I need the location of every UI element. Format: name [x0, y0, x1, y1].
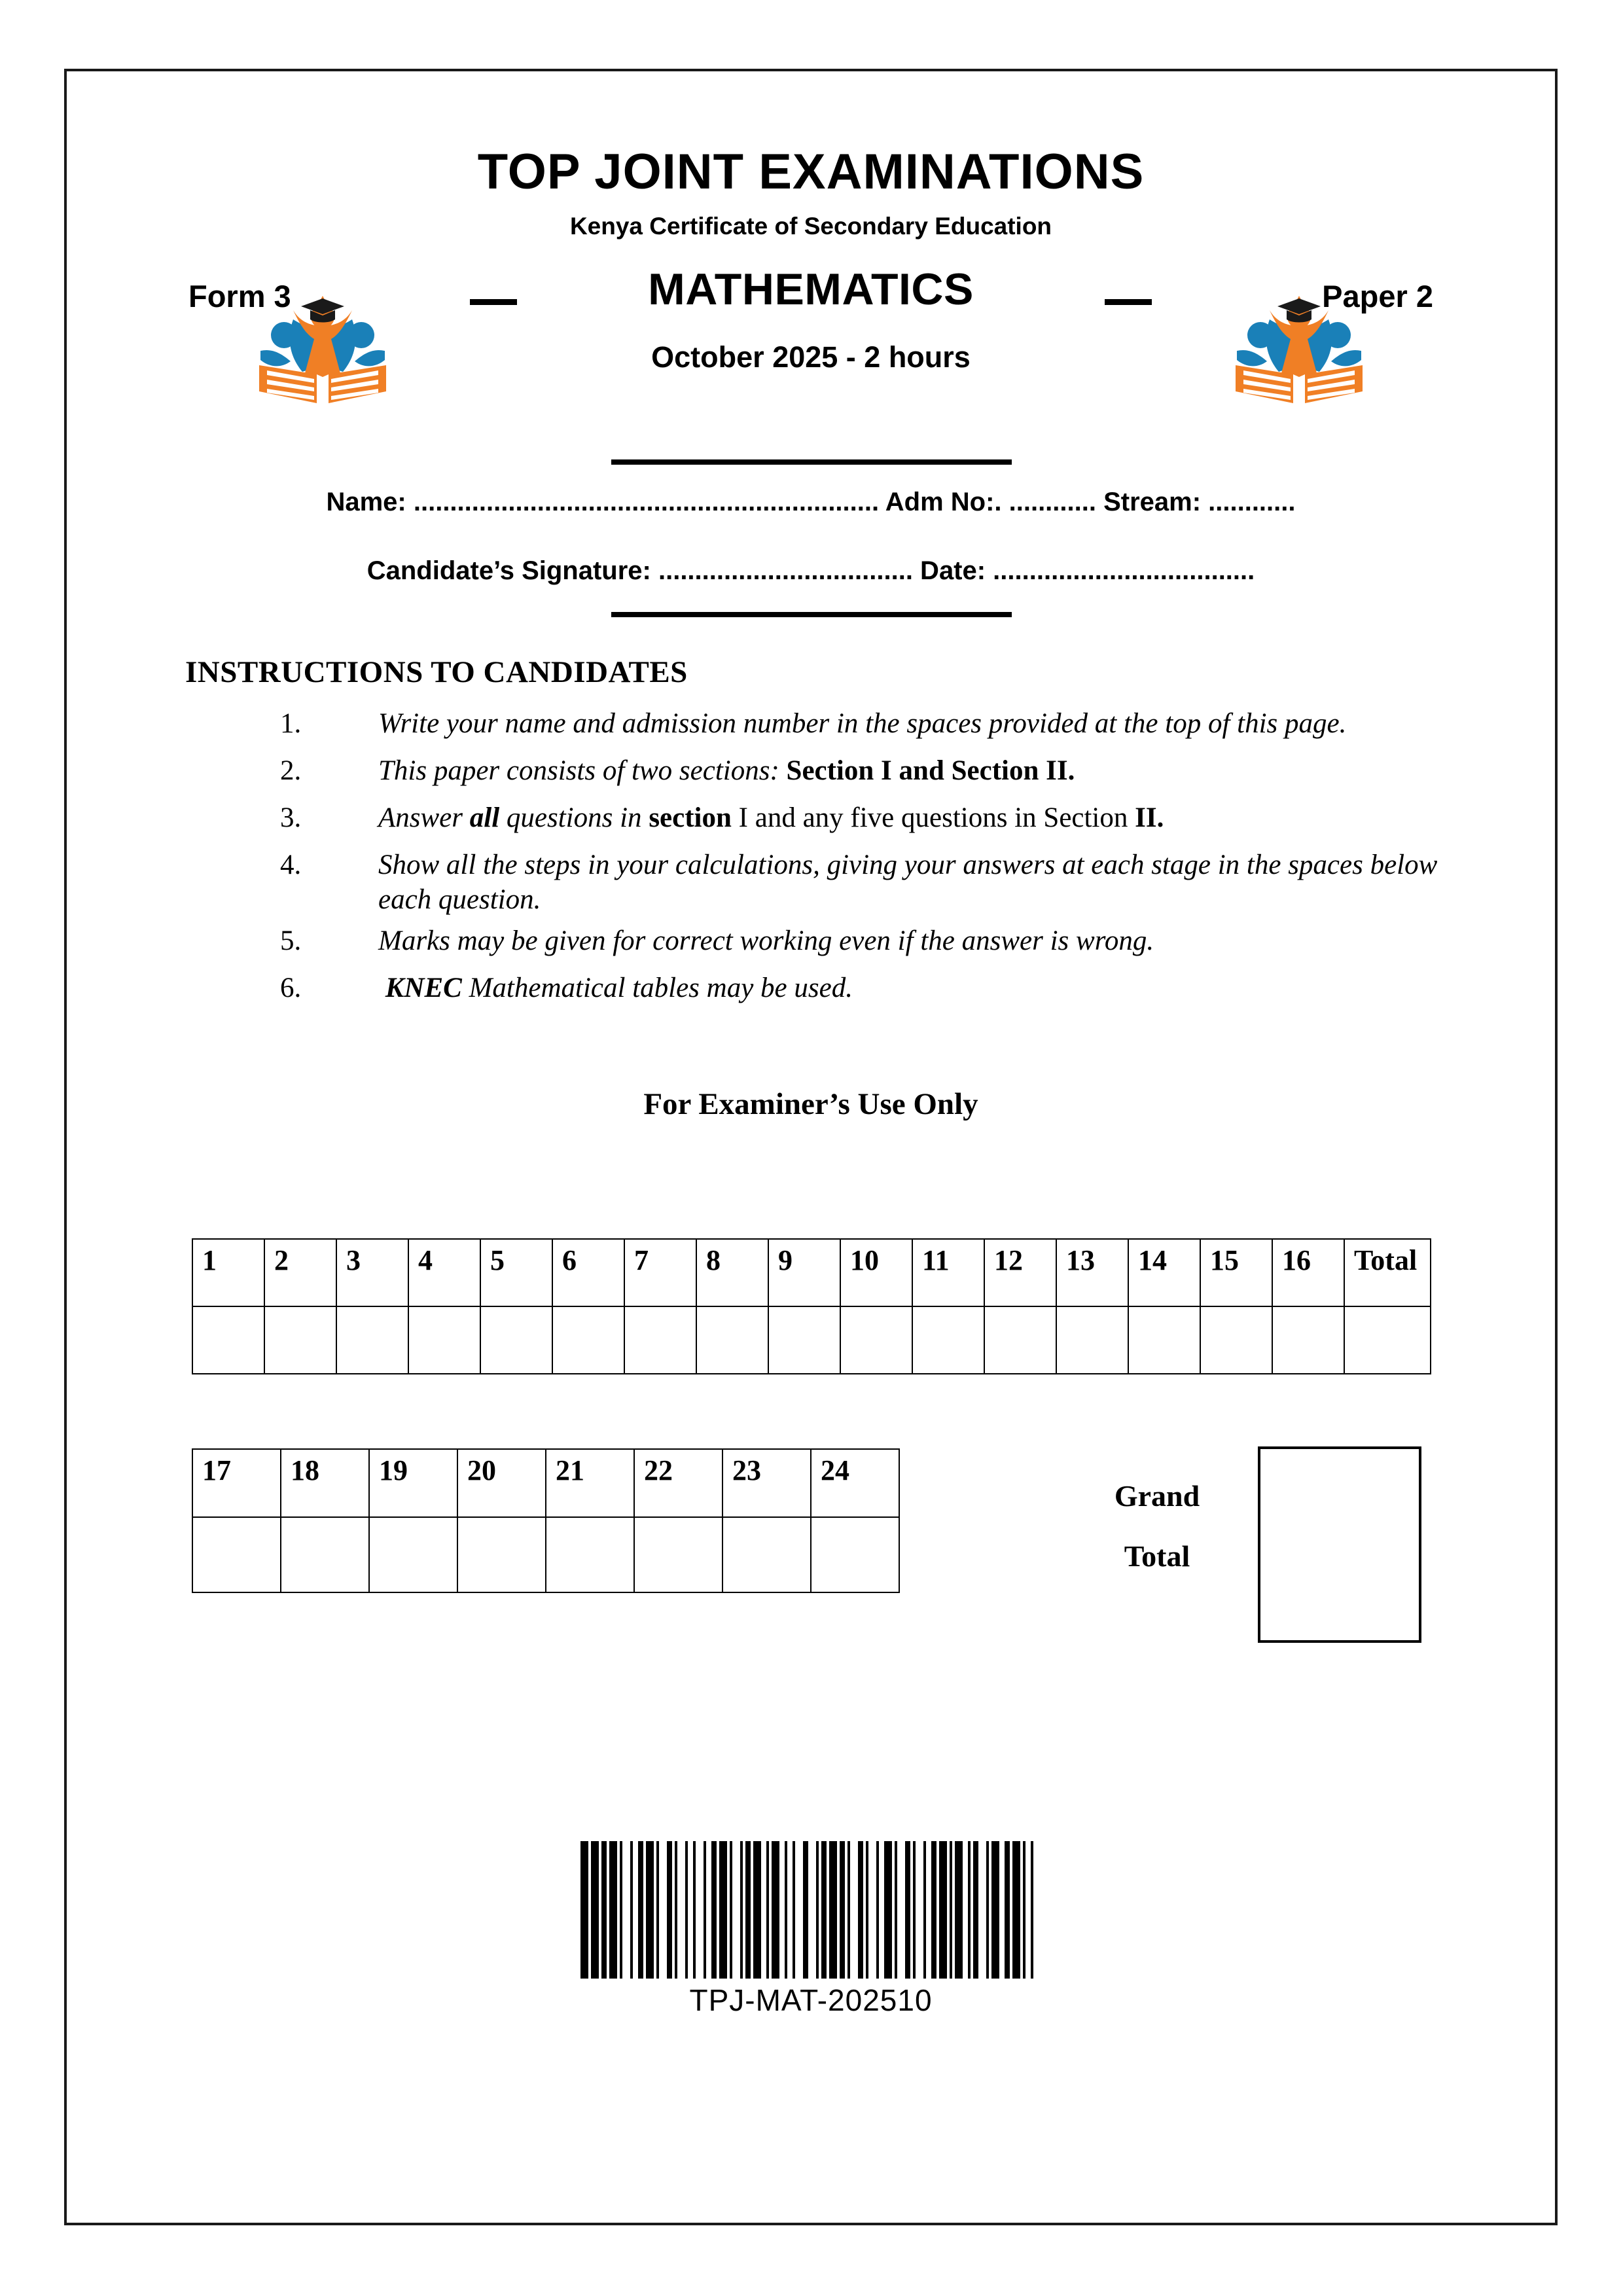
marks-entry-cell[interactable] [336, 1306, 408, 1374]
instruction-item-6 [280, 971, 1478, 1012]
graduates-book-logo [254, 288, 391, 406]
barcode-image [580, 1841, 1041, 1979]
marks-entry-cell[interactable] [369, 1517, 457, 1592]
marks-header-cell: 10 [840, 1239, 912, 1306]
table-row [192, 1517, 899, 1592]
marks-header-cell: 18 [281, 1449, 369, 1517]
grand-total-input-box[interactable] [1258, 1446, 1421, 1643]
table-row [192, 1239, 1431, 1306]
marks-entry-cell[interactable] [634, 1517, 722, 1592]
marks-header-cell: 22 [634, 1449, 722, 1517]
date-duration: October 2025 - 2 hours [651, 340, 971, 374]
table-row [192, 1306, 1431, 1374]
dash-right-decoration [1105, 299, 1152, 305]
candidate-signature-field[interactable]: Candidate’s Signature: ................................... Date: .................................... [366, 556, 1255, 585]
marks-header-cell: 1 [192, 1239, 264, 1306]
marks-header-cell: 16 [1272, 1239, 1344, 1306]
marks-entry-cell[interactable] [192, 1517, 281, 1592]
subject-name: MATHEMATICS [648, 264, 974, 314]
exam-title: TOP JOINT EXAMINATIONS [477, 144, 1145, 200]
marks-entry-cell[interactable] [1272, 1306, 1344, 1374]
examiner-section-title: For Examiner’s Use Only [643, 1087, 978, 1121]
marks-entry-cell[interactable] [546, 1517, 634, 1592]
instruction-text: This paper consists of two sections: Section I and Section II. [378, 755, 1075, 786]
instruction-number: 5. [280, 925, 302, 956]
marks-header-cell: 2 [264, 1239, 336, 1306]
barcode-area [64, 1833, 1558, 2018]
instructions-list [280, 707, 1478, 1018]
divider-rule-bottom [611, 612, 1012, 617]
instruction-item-2 [280, 754, 1478, 795]
instruction-number: 6. [280, 972, 302, 1003]
marks-header-cell: 20 [457, 1449, 546, 1517]
marks-header-cell: 23 [722, 1449, 811, 1517]
marks-entry-cell[interactable] [768, 1306, 840, 1374]
marks-entry-cell[interactable] [281, 1517, 369, 1592]
form-label: Form 3 [188, 279, 291, 314]
marks-entry-cell[interactable] [480, 1306, 552, 1374]
instruction-text: Marks may be given for correct working even if the answer is wrong. [378, 925, 1154, 956]
marks-header-cell: Total [1344, 1239, 1431, 1306]
divider-rule-top [611, 459, 1012, 465]
marks-entry-cell[interactable] [192, 1306, 264, 1374]
page-content [64, 69, 1558, 2225]
marks-header-cell: 19 [369, 1449, 457, 1517]
instruction-item-4 [280, 848, 1478, 918]
marks-entry-cell[interactable] [552, 1306, 624, 1374]
marks-header-cell: 15 [1200, 1239, 1272, 1306]
instruction-item-5 [280, 924, 1478, 965]
instruction-text: Show all the steps in your calculations, giving your answers at each stage in the spaces below each question. [378, 850, 1438, 915]
marks-header-cell: 8 [696, 1239, 768, 1306]
barcode-caption: TPJ-MAT-202510 [689, 1983, 933, 2017]
marks-entry-cell[interactable] [1200, 1306, 1272, 1374]
marks-table-section-one[interactable] [192, 1238, 1431, 1374]
exam-subtitle: Kenya Certificate of Secondary Education [569, 213, 1052, 240]
marks-table-section-two[interactable] [192, 1448, 900, 1593]
instruction-number: 4. [280, 850, 302, 880]
graduates-book-logo-right [1230, 288, 1368, 406]
marks-entry-cell[interactable] [811, 1517, 899, 1592]
marks-entry-cell[interactable] [696, 1306, 768, 1374]
grand-total-label [1043, 1466, 1272, 1587]
marks-entry-cell[interactable] [264, 1306, 336, 1374]
paper-label: Paper 2 [1322, 279, 1433, 314]
marks-header-cell: 6 [552, 1239, 624, 1306]
marks-entry-cell[interactable] [840, 1306, 912, 1374]
marks-entry-cell[interactable] [457, 1517, 546, 1592]
instruction-item-1 [280, 707, 1478, 747]
instructions-heading: INSTRUCTIONS TO CANDIDATES [185, 655, 688, 689]
instruction-text: KNEC Mathematical tables may be used. [378, 972, 853, 1003]
marks-header-cell: 14 [1128, 1239, 1200, 1306]
table-row [192, 1449, 899, 1517]
grand-total-line-1: Grand [1114, 1479, 1200, 1513]
instruction-number: 2. [280, 755, 302, 786]
instruction-text: Write your name and admission number in the spaces provided at the top of this page. [378, 708, 1347, 739]
marks-entry-cell[interactable] [722, 1517, 811, 1592]
marks-entry-cell[interactable] [984, 1306, 1056, 1374]
marks-entry-cell[interactable] [624, 1306, 696, 1374]
marks-header-cell: 12 [984, 1239, 1056, 1306]
marks-entry-cell[interactable] [1056, 1306, 1128, 1374]
candidate-name-field[interactable]: Name: ................................................................ Adm No:. ............ Stream: ............ [326, 488, 1296, 516]
marks-header-cell: 9 [768, 1239, 840, 1306]
marks-header-cell: 4 [408, 1239, 480, 1306]
marks-header-cell: 11 [912, 1239, 984, 1306]
instruction-number: 1. [280, 708, 302, 739]
marks-header-cell: 7 [624, 1239, 696, 1306]
marks-header-cell: 3 [336, 1239, 408, 1306]
instruction-text: Answer all questions in section I and any five questions in Section II. [378, 802, 1164, 833]
marks-entry-cell[interactable] [1128, 1306, 1200, 1374]
instruction-item-3 [280, 801, 1478, 842]
marks-entry-cell[interactable] [912, 1306, 984, 1374]
marks-header-cell: 21 [546, 1449, 634, 1517]
marks-entry-cell[interactable] [408, 1306, 480, 1374]
marks-header-cell: 13 [1056, 1239, 1128, 1306]
marks-header-cell: 24 [811, 1449, 899, 1517]
marks-header-cell: 5 [480, 1239, 552, 1306]
grand-total-line-2: Total [1124, 1539, 1190, 1573]
instruction-number: 3. [280, 802, 302, 833]
marks-header-cell: 17 [192, 1449, 281, 1517]
marks-entry-cell[interactable] [1344, 1306, 1431, 1374]
